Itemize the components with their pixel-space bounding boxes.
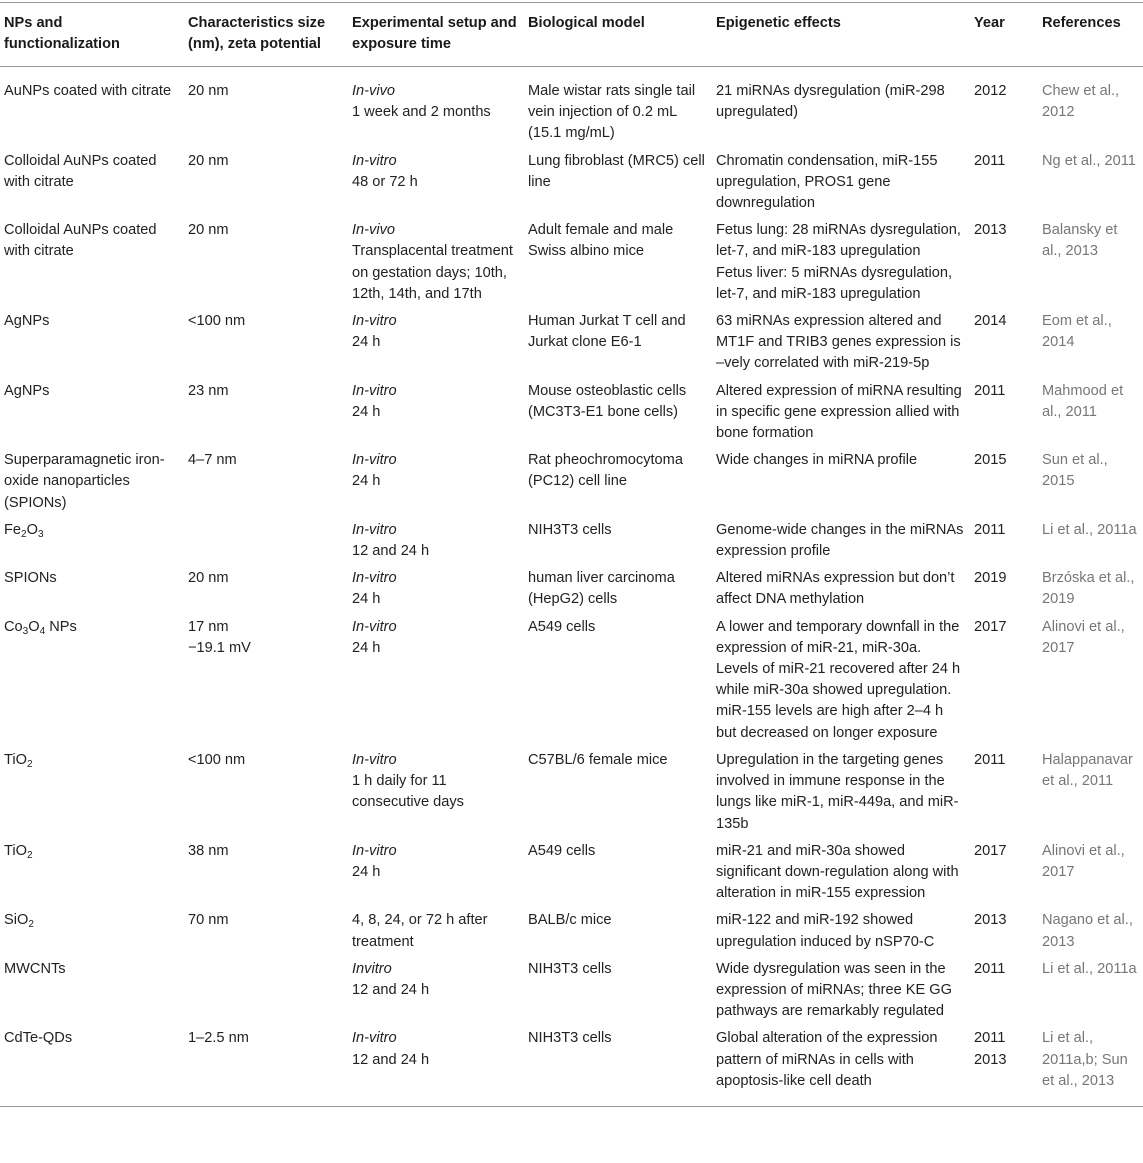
year-value: 2011 [974, 152, 1006, 169]
setup-mode: In-vivo [352, 222, 395, 239]
model-text: BALB/c mice [528, 912, 612, 929]
cell-model [524, 448, 712, 518]
setup-mode: In-vitro [352, 382, 397, 399]
setup-mode: In-vitro [352, 152, 397, 169]
np-formula-subscript: 2 [26, 849, 33, 861]
setup-mode: In-vitro [352, 842, 397, 859]
cell-size [184, 379, 348, 449]
cell-np [0, 957, 184, 1027]
cell-model [524, 518, 712, 566]
table-header [0, 3, 1143, 67]
cell-effects [712, 309, 970, 379]
table-row [0, 957, 1143, 1027]
reference-link: Li et al., 2011a [1042, 960, 1137, 977]
np-formula-base: Co [4, 618, 23, 635]
cell-size [184, 957, 348, 1027]
np-formula-subscript: 2 [26, 758, 33, 770]
table-row [0, 309, 1143, 379]
cell-effects [712, 448, 970, 518]
cell-np [0, 908, 184, 956]
cell-setup [348, 957, 524, 1027]
size-value: 17 nm [188, 618, 229, 635]
table-row [0, 518, 1143, 566]
setup-detail: 12 and 24 h [352, 543, 430, 560]
np-formula-tail: NPs [45, 618, 77, 635]
setup-mode: In-vitro [352, 1030, 397, 1047]
model-text: NIH3T3 cells [528, 1030, 612, 1047]
reference-link: Chew et al., 2012 [1042, 83, 1120, 121]
setup-detail: 12 and 24 h [352, 981, 430, 998]
cell-np [0, 67, 184, 149]
cell-year [970, 1026, 1038, 1106]
model-text: A549 cells [528, 618, 596, 635]
setup-mode: Invitro [352, 960, 392, 977]
np-formula-subscript: 4 [39, 625, 46, 637]
setup-detail: Transplacental treatment on gestation days; 10th, 12th, 14th, and 17th [352, 243, 513, 302]
np-name: MWCNTs [4, 960, 66, 977]
year-value: 2013 [974, 912, 1007, 929]
setup-detail: 24 h [352, 473, 381, 490]
effects-text: miR-122 and miR-192 showed upregulation induced by nSP70-C [716, 912, 935, 950]
cell-year [970, 309, 1038, 379]
size-value: 20 nm [188, 152, 229, 169]
cell-setup [348, 1026, 524, 1106]
cell-size [184, 218, 348, 309]
np-name: Colloidal AuNPs coated with citrate [4, 152, 157, 190]
effects-text: 21 miRNAs dysregulation (miR-298 upregulated) [716, 83, 945, 121]
table-row [0, 379, 1143, 449]
cell-size [184, 149, 348, 219]
setup-detail: 24 h [352, 863, 381, 880]
effects-text: Upregulation in the targeting genes involved in immune response in the lungs like miR-1, miR-449a, and miR-135b [716, 751, 959, 832]
header-row [0, 3, 1143, 67]
cell-setup [348, 149, 524, 219]
year-value: 2011 [974, 751, 1006, 768]
cell-reference [1038, 448, 1143, 518]
cell-setup [348, 379, 524, 449]
size-value: 38 nm [188, 842, 229, 859]
cell-model [524, 309, 712, 379]
setup-detail: 24 h [352, 639, 381, 656]
setup-mode: In-vitro [352, 521, 397, 538]
size-value: 70 nm [188, 912, 229, 929]
cell-year [970, 379, 1038, 449]
cell-size [184, 309, 348, 379]
size-value: 20 nm [188, 222, 229, 239]
effects-text: miR-21 and miR-30a showed significant down-regulation along with alteration in miR-155 expression [716, 842, 959, 902]
effects-text: Wide dysregulation was seen in the expression of miRNAs; three KE GG pathways are remarkably regulated [716, 960, 953, 1020]
cell-effects [712, 67, 970, 149]
setup-mode: In-vitro [352, 751, 397, 768]
cell-effects [712, 748, 970, 839]
cell-year [970, 839, 1038, 909]
cell-year [970, 218, 1038, 309]
effects-text: Global alteration of the expression pattern of miRNAs in cells with apoptosis-like cell death [716, 1030, 938, 1089]
header-np: NPs and functionalization [0, 3, 184, 67]
size-value: 20 nm [188, 83, 229, 99]
cell-reference [1038, 748, 1143, 839]
year-value: 2011 [974, 1030, 1006, 1047]
cell-model [524, 218, 712, 309]
np-name: Colloidal AuNPs coated with citrate [4, 222, 157, 260]
cell-year [970, 448, 1038, 518]
effects-text-2: Fetus liver: 5 miRNAs dysregulation, let-7, and miR-183 upregulation [716, 264, 953, 302]
table-row [0, 566, 1143, 614]
cell-size [184, 748, 348, 839]
cell-model [524, 149, 712, 219]
cell-model [524, 1026, 712, 1106]
model-text: Rat pheochromocytoma (PC12) cell line [528, 452, 683, 490]
cell-setup [348, 218, 524, 309]
cell-effects [712, 957, 970, 1027]
cell-setup [348, 908, 524, 956]
np-formula-subscript: 2 [21, 528, 27, 540]
np-name: Superparamagnetic iron-oxide nanoparticles (SPIONs) [4, 452, 165, 511]
cell-model [524, 839, 712, 909]
effects-text: Wide changes in miRNA profile [716, 452, 918, 469]
year-value: 2017 [974, 842, 1007, 859]
np-name: CdTe-QDs [4, 1030, 73, 1047]
cell-setup [348, 448, 524, 518]
cell-year [970, 149, 1038, 219]
size-value: 4–7 nm [188, 452, 237, 469]
cell-year [970, 67, 1038, 149]
cell-size [184, 448, 348, 518]
cell-size [184, 566, 348, 614]
setup-detail: 1 h daily for 11 consecutive days [352, 773, 464, 811]
np-formula-base: Fe [4, 521, 22, 538]
reference-link: Brzóska et al., 2019 [1042, 570, 1135, 608]
reference-link: Balansky et al., 2013 [1042, 222, 1118, 260]
cell-np [0, 839, 184, 909]
year-value: 2013 [974, 222, 1007, 239]
effects-text: Altered expression of miRNA resulting in specific gene expression allied with bone formation [716, 382, 962, 442]
cell-np [0, 218, 184, 309]
cell-effects [712, 839, 970, 909]
cell-setup [348, 748, 524, 839]
year-value: 2015 [974, 452, 1007, 469]
cell-model [524, 566, 712, 614]
cell-np [0, 379, 184, 449]
cell-reference [1038, 566, 1143, 614]
cell-model [524, 908, 712, 956]
cell-size [184, 518, 348, 566]
cell-np [0, 149, 184, 219]
setup-mode: In-vitro [352, 618, 397, 635]
table-row [0, 448, 1143, 518]
cell-reference [1038, 908, 1143, 956]
year-value: 2012 [974, 83, 1007, 99]
table-body [0, 67, 1143, 1107]
year-value: 2011 [974, 521, 1006, 538]
cell-effects [712, 566, 970, 614]
model-text: NIH3T3 cells [528, 960, 612, 977]
cell-size [184, 908, 348, 956]
cell-setup [348, 67, 524, 149]
cell-np [0, 309, 184, 379]
table-row [0, 218, 1143, 309]
setup-detail: 1 week and 2 months [352, 104, 491, 121]
cell-effects [712, 379, 970, 449]
model-text: Lung fibroblast (MRC5) cell line [528, 152, 705, 190]
size-value: 20 nm [188, 570, 229, 587]
np-formula-base: TiO [4, 842, 27, 859]
model-text: C57BL/6 female mice [528, 751, 668, 768]
setup-mode: In-vitro [352, 570, 397, 587]
cell-setup [348, 839, 524, 909]
effects-text: A lower and temporary downfall in the expression of miR-21, miR-30a. Levels of miR-21 recovered after 24 h while miR-30a showed upregulation. miR-155 levels are high after 2–4 h but decreased on longer exposure [716, 618, 961, 741]
np-formula-mid: O [28, 618, 40, 635]
table-row [0, 1026, 1143, 1106]
np-epigenetics-table [0, 2, 1143, 1107]
setup-mode: In-vitro [352, 452, 397, 469]
effects-text: 63 miRNAs expression altered and MT1F and TRIB3 genes expression is –vely correlated with miR-219-5p [716, 313, 961, 372]
model-text: Adult female and male Swiss albino mice [528, 222, 674, 260]
reference-link: Alinovi et al., 2017 [1042, 618, 1125, 656]
setup-detail: 24 h [352, 403, 381, 420]
zeta-potential: −19.1 mV [188, 639, 251, 656]
cell-effects [712, 149, 970, 219]
np-name: AuNPs coated with citrate [4, 83, 172, 99]
table-row [0, 149, 1143, 219]
model-text: Human Jurkat T cell and Jurkat clone E6-1 [528, 313, 686, 351]
reference-link: Eom et al., 2014 [1042, 313, 1112, 351]
year-value: 2011 [974, 960, 1006, 977]
cell-setup [348, 309, 524, 379]
cell-np [0, 448, 184, 518]
table-row [0, 839, 1143, 909]
cell-reference [1038, 379, 1143, 449]
cell-effects [712, 615, 970, 748]
model-text: A549 cells [528, 842, 596, 859]
model-text: Male wistar rats single tail vein injection of 0.2 mL (15.1 mg/mL) [528, 83, 696, 142]
cell-size [184, 839, 348, 909]
setup-mode: In-vitro [352, 313, 397, 330]
cell-np [0, 615, 184, 748]
np-name: AgNPs [4, 313, 50, 330]
header-effects: Epigenetic effects [712, 3, 970, 67]
cell-np [0, 518, 184, 566]
cell-np [0, 1026, 184, 1106]
cell-year [970, 518, 1038, 566]
cell-size [184, 1026, 348, 1106]
cell-reference [1038, 518, 1143, 566]
cell-year [970, 908, 1038, 956]
size-value: 1–2.5 nm [188, 1030, 249, 1047]
effects-text: Chromatin condensation, miR-155 upregulation, PROS1 gene downregulation [716, 152, 938, 212]
cell-reference [1038, 1026, 1143, 1106]
cell-np [0, 748, 184, 839]
cell-setup [348, 615, 524, 748]
setup-detail: 24 h [352, 334, 381, 351]
np-formula-mid: O [26, 521, 38, 538]
model-text: Mouse osteoblastic cells (MC3T3-E1 bone cells) [528, 382, 687, 420]
cell-model [524, 379, 712, 449]
cell-setup [348, 566, 524, 614]
cell-reference [1038, 615, 1143, 748]
cell-year [970, 566, 1038, 614]
reference-link: Alinovi et al., 2017 [1042, 842, 1125, 880]
year-value: 2014 [974, 313, 1007, 330]
table-row [0, 67, 1143, 149]
reference-link: Sun et al., 2015 [1042, 452, 1108, 490]
year-value: 2019 [974, 570, 1007, 587]
cell-size [184, 67, 348, 149]
year-value: 2011 [974, 382, 1006, 399]
header-model: Biological model [524, 3, 712, 67]
cell-reference [1038, 309, 1143, 379]
cell-model [524, 67, 712, 149]
setup-mode: In-vivo [352, 83, 395, 99]
cell-model [524, 957, 712, 1027]
reference-link: Ng et al., 2011 [1042, 152, 1136, 169]
reference-link: Nagano et al., 2013 [1042, 912, 1133, 950]
reference-link: Li et al., 2011a [1042, 521, 1137, 538]
cell-reference [1038, 149, 1143, 219]
cell-reference [1038, 839, 1143, 909]
size-value: <100 nm [188, 751, 246, 768]
cell-effects [712, 1026, 970, 1106]
reference-link: Li et al., 2011a,b; Sun et al., 2013 [1042, 1030, 1128, 1089]
cell-model [524, 615, 712, 748]
cell-year [970, 615, 1038, 748]
table-row [0, 615, 1143, 748]
cell-setup [348, 518, 524, 566]
setup-detail: 12 and 24 h [352, 1051, 430, 1068]
cell-reference [1038, 957, 1143, 1027]
setup-detail: 48 or 72 h [352, 173, 418, 190]
np-formula-subscript: 3 [22, 625, 29, 637]
cell-year [970, 957, 1038, 1027]
reference-link: Halappanavar et al., 2011 [1042, 751, 1133, 790]
np-formula-subscript: 3 [37, 528, 44, 540]
effects-text: Genome-wide changes in the miRNAs expression profile [716, 521, 964, 560]
setup-detail: 24 h [352, 591, 381, 608]
model-text: human liver carcinoma (HepG2) cells [528, 570, 675, 608]
effects-text: Fetus lung: 28 miRNAs dysregulation, let-7, and miR-183 upregulation [716, 222, 961, 260]
reference-link: Mahmood et al., 2011 [1042, 382, 1124, 420]
year-value-2: 2013 [974, 1051, 1007, 1068]
table-row [0, 908, 1143, 956]
np-formula-base: TiO [4, 751, 27, 768]
cell-effects [712, 218, 970, 309]
setup-detail: 4, 8, 24, or 72 h after treatment [352, 912, 488, 950]
year-value: 2017 [974, 618, 1007, 635]
header-year: Year [970, 3, 1038, 67]
cell-model [524, 748, 712, 839]
np-name: AgNPs [4, 382, 50, 399]
effects-text: Altered miRNAs expression but don’t affect DNA methylation [716, 570, 955, 608]
header-setup: Experimental setup and exposure time [348, 3, 524, 67]
cell-reference [1038, 218, 1143, 309]
np-name: SPIONs [4, 570, 57, 587]
cell-np [0, 566, 184, 614]
cell-effects [712, 908, 970, 956]
table-row [0, 748, 1143, 839]
np-formula-base: SiO [4, 912, 29, 929]
np-formula-subscript: 2 [28, 919, 34, 931]
cell-year [970, 748, 1038, 839]
header-size: Characteristics size (nm), zeta potential [184, 3, 348, 67]
cell-reference [1038, 67, 1143, 149]
header-references: References [1038, 3, 1143, 67]
cell-size [184, 615, 348, 748]
size-value: <100 nm [188, 313, 246, 330]
cell-effects [712, 518, 970, 566]
model-text: NIH3T3 cells [528, 521, 612, 538]
size-value: 23 nm [188, 382, 229, 399]
